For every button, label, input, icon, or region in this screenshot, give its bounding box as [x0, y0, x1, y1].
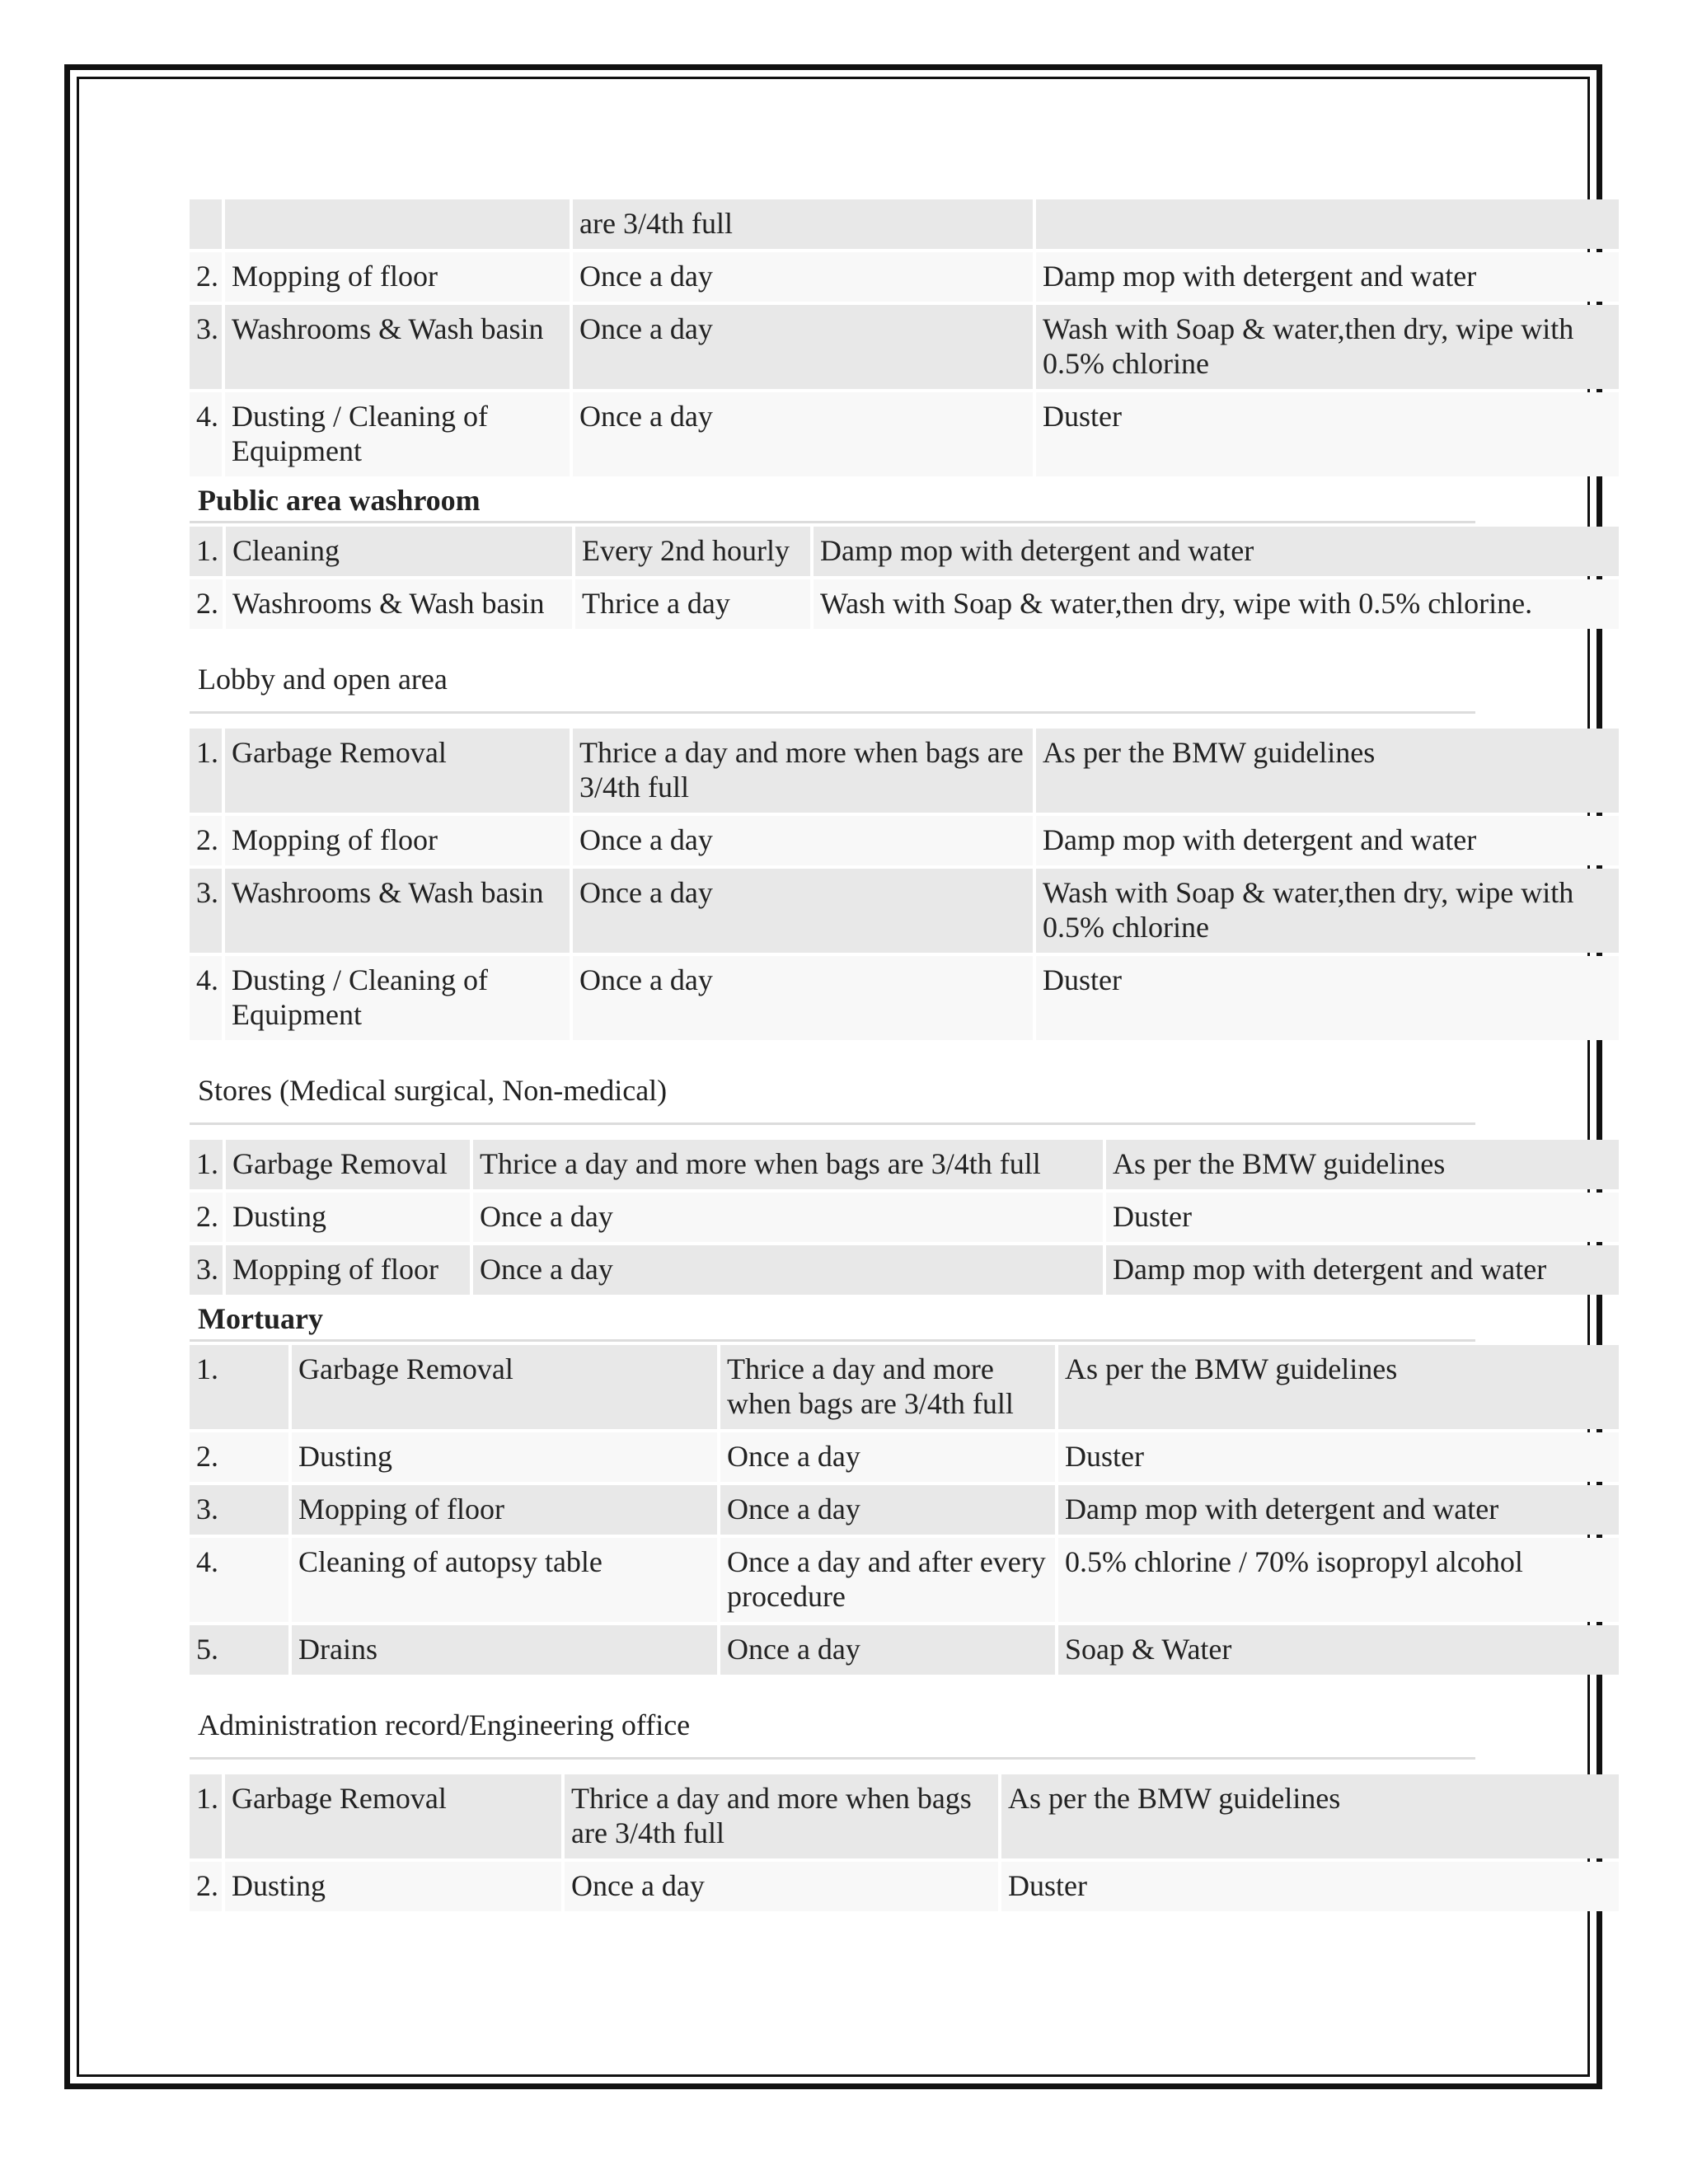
row-task: Mopping of floor: [225, 816, 570, 865]
row-method: Duster: [1106, 1193, 1619, 1242]
row-task: Mopping of floor: [226, 1245, 470, 1295]
table-row: [190, 199, 1619, 249]
table-row: [190, 816, 1619, 865]
row-method: Wash with Soap & water,then dry, wipe with 0.5% chlorine.: [814, 579, 1619, 629]
table-row: [190, 956, 1619, 1040]
row-number: 3.: [190, 305, 222, 389]
row-task: Dusting / Cleaning of Equipment: [225, 956, 570, 1040]
row-number: 2.: [190, 1193, 223, 1242]
row-task: Garbage Removal: [225, 729, 570, 813]
row-frequency: Thrice a day and more when bags are 3/4th full: [473, 1140, 1103, 1189]
row-number: 3.: [190, 869, 222, 953]
row-task: Garbage Removal: [226, 1140, 470, 1189]
row-method: Duster: [1036, 956, 1619, 1040]
row-number: 3.: [190, 1245, 223, 1295]
section-heading-lobby: Lobby and open area: [198, 663, 448, 696]
table-row: [190, 392, 1619, 476]
admin-table: [186, 1771, 1622, 1915]
row-frequency: Once a day: [573, 305, 1033, 389]
row-method: Duster: [1058, 1432, 1619, 1482]
row-frequency: Once a day: [720, 1485, 1055, 1535]
table-row: [190, 1345, 1619, 1429]
document-content: [190, 196, 1621, 1915]
row-number: 2.: [190, 579, 223, 629]
row-method: As per the BMW guidelines: [1058, 1345, 1619, 1429]
row-frequency: Once a day: [573, 816, 1033, 865]
row-task: Washrooms & Wash basin: [225, 305, 570, 389]
table-row: [190, 1774, 1619, 1858]
table-row: [190, 869, 1619, 953]
top-table: [186, 196, 1622, 480]
row-frequency: Once a day: [573, 956, 1033, 1040]
row-task: Washrooms & Wash basin: [225, 869, 570, 953]
row-task: [225, 199, 570, 249]
row-frequency: Once a day and after every procedure: [720, 1538, 1055, 1622]
table-row: [190, 1432, 1619, 1482]
row-number: [190, 199, 222, 249]
row-task: Mopping of floor: [292, 1485, 717, 1535]
table-row: [190, 1485, 1619, 1535]
table-row: [190, 1245, 1619, 1295]
public-washroom-table: [186, 523, 1622, 632]
row-task: Dusting: [225, 1862, 561, 1911]
row-task: Mopping of floor: [225, 252, 570, 302]
row-method: [1036, 199, 1619, 249]
row-method: Soap & Water: [1058, 1625, 1619, 1675]
section-heading-mortuary: Mortuary: [198, 1302, 323, 1335]
row-number: 1.: [190, 1774, 222, 1858]
row-task: Drains: [292, 1625, 717, 1675]
table-row: [190, 252, 1619, 302]
row-frequency: Once a day: [473, 1245, 1103, 1295]
row-method: As per the BMW guidelines: [1001, 1774, 1619, 1858]
row-task: Cleaning of autopsy table: [292, 1538, 717, 1622]
row-method: Duster: [1001, 1862, 1619, 1911]
row-frequency: Once a day: [565, 1862, 998, 1911]
row-number: 4.: [190, 1538, 288, 1622]
row-method: Damp mop with detergent and water: [814, 527, 1619, 576]
row-method: Wash with Soap & water,then dry, wipe with 0.5% chlorine: [1036, 869, 1619, 953]
row-number: 5.: [190, 1625, 288, 1675]
table-row: [190, 1538, 1619, 1622]
row-number: 2.: [190, 1432, 288, 1482]
row-frequency: Every 2nd hourly: [575, 527, 810, 576]
row-frequency: Thrice a day and more when bags are 3/4th full: [573, 729, 1033, 813]
row-frequency: Once a day: [720, 1432, 1055, 1482]
row-method: As per the BMW guidelines: [1036, 729, 1619, 813]
mortuary-table: [186, 1342, 1622, 1678]
row-frequency: Once a day: [573, 252, 1033, 302]
row-task: Washrooms & Wash basin: [226, 579, 572, 629]
row-method: Wash with Soap & water,then dry, wipe with 0.5% chlorine: [1036, 305, 1619, 389]
table-row: [190, 1193, 1619, 1242]
row-number: 1.: [190, 1140, 223, 1189]
table-row: [190, 527, 1619, 576]
row-method: As per the BMW guidelines: [1106, 1140, 1619, 1189]
row-number: 2.: [190, 816, 222, 865]
row-method: Damp mop with detergent and water: [1058, 1485, 1619, 1535]
row-frequency: Once a day: [573, 392, 1033, 476]
row-method: Damp mop with detergent and water: [1106, 1245, 1619, 1295]
row-number: 3.: [190, 1485, 288, 1535]
row-method: 0.5% chlorine / 70% isopropyl alcohol: [1058, 1538, 1619, 1622]
row-frequency: Once a day: [720, 1625, 1055, 1675]
row-number: 1.: [190, 729, 222, 813]
section-heading-public-washroom: Public area washroom: [198, 484, 481, 517]
table-row: [190, 305, 1619, 389]
row-number: 4.: [190, 392, 222, 476]
row-task: Garbage Removal: [292, 1345, 717, 1429]
row-frequency: are 3/4th full: [573, 199, 1033, 249]
row-number: 1.: [190, 1345, 288, 1429]
row-task: Dusting: [226, 1193, 470, 1242]
lobby-table: [186, 725, 1622, 1043]
row-task: Dusting / Cleaning of Equipment: [225, 392, 570, 476]
table-row: [190, 1140, 1619, 1189]
row-frequency: Thrice a day and more when bags are 3/4th full: [720, 1345, 1055, 1429]
row-task: Garbage Removal: [225, 1774, 561, 1858]
row-frequency: Once a day: [573, 869, 1033, 953]
row-frequency: Once a day: [473, 1193, 1103, 1242]
row-method: Damp mop with detergent and water: [1036, 252, 1619, 302]
row-number: 4.: [190, 956, 222, 1040]
row-number: 1.: [190, 527, 223, 576]
row-method: Duster: [1036, 392, 1619, 476]
stores-table: [186, 1137, 1622, 1298]
table-row: [190, 1862, 1619, 1911]
row-frequency: Thrice a day and more when bags are 3/4th full: [565, 1774, 998, 1858]
row-task: Dusting: [292, 1432, 717, 1482]
row-number: 2.: [190, 1862, 222, 1911]
row-task: Cleaning: [226, 527, 572, 576]
table-row: [190, 579, 1619, 629]
row-number: 2.: [190, 252, 222, 302]
row-method: Damp mop with detergent and water: [1036, 816, 1619, 865]
table-row: [190, 729, 1619, 813]
section-heading-admin: Administration record/Engineering office: [198, 1708, 691, 1741]
table-row: [190, 1625, 1619, 1675]
row-frequency: Thrice a day: [575, 579, 810, 629]
section-heading-stores: Stores (Medical surgical, Non-medical): [198, 1074, 668, 1107]
